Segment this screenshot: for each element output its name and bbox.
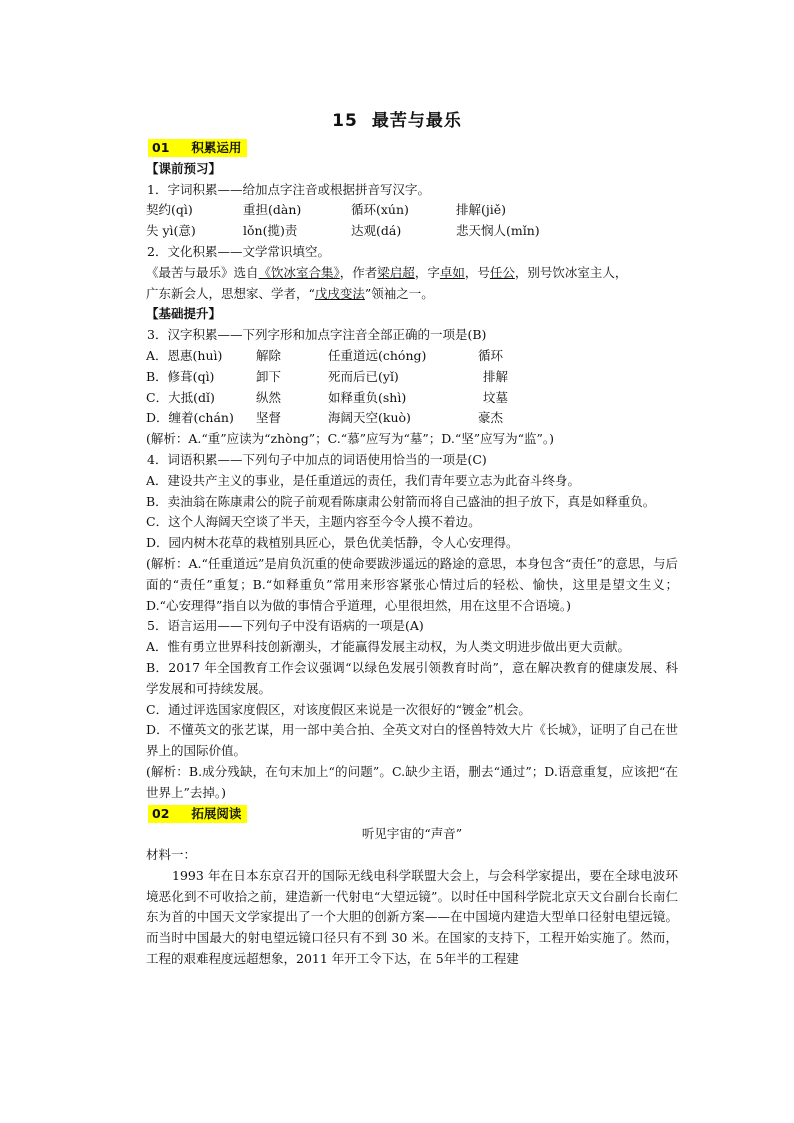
- page-title: [0, 106, 794, 131]
- reading-title: 听见宇宙的“声音”: [361, 826, 463, 842]
- q1-item: 排解(jiě): [456, 202, 507, 218]
- section-badge: 02 拓展阅读: [148, 805, 247, 823]
- q5-option-c: C．通过评选国家度假区，对该度假区来说是一次很好的“镀金”机会。: [146, 701, 531, 717]
- answer-blank: 任公: [489, 264, 515, 280]
- answer-blank: 戊戌变法: [314, 285, 365, 301]
- q3-explanation: (解析：A.“重”应读为“zhòng”；C.“慕”应写为“墓”；D.“坚”应写为“监”。): [146, 431, 555, 447]
- question-2: 2．文化积累——文学常识填空。: [147, 243, 330, 259]
- q1-item: 重担(dàn): [243, 202, 302, 218]
- q1-row-2: [146, 221, 678, 242]
- q4-option-c: C．这个人海阔天空谈了半天，主题内容至今令人摸不着边。: [146, 514, 481, 530]
- reading-paragraph: 1993 年在日本东京召开的国际无线电科学联盟大会上，与会科学家提出，要在全球电波环境恶化到不可收拾之前，建造新一代射电“大望远镜”。以时任中国科学院北京天文台副台长南仁东为首的中国天文学家提出了一个大胆的创新方案——在中国境内建造大型单口径射电望远镜。而当时中国最大的射电望远镜口径只有不到 30 米。在国家的支持下，工程开始实施了。然而，工程的艰难程度远超想象，2011 年开工令下达，在 5年半的工程建: [146, 867, 678, 967]
- q5-option-b: B．2017 年全国教育工作会议强调“以绿色发展引领教育时尚”，意在解决教育的健康发展、科学发展和可持续发展。: [146, 659, 678, 696]
- q4-option-d: D．园内树木花草的栽植别具匠心，景色优美恬静，令人心安理得。: [146, 535, 519, 551]
- q1-item: 循环(xún): [351, 202, 409, 218]
- q5-explanation: (解析：B.成分残缺，在句末加上“的问题”。C.缺少主语，删去“通过”；D.语意重复，应该把“在世界上”去掉。): [146, 763, 678, 800]
- section-header-2: [146, 804, 678, 825]
- q3-option-c: C．大抵(dǐ) 纵然 如释重负(shì) 坟墓: [146, 389, 509, 405]
- answer-blank: 《饮冰室合集》: [258, 264, 340, 280]
- subsection-preview: 【课前预习】: [146, 160, 222, 176]
- q1-item: lǒn(揽)责: [243, 223, 298, 239]
- q1-row-1: [146, 200, 678, 221]
- subsection-basic: 【基础提升】: [146, 306, 222, 322]
- q2-line-2: 广东新会人，思想家、学者，“戊戌变法”领袖之一。: [146, 285, 434, 301]
- q2-line-1: 《最苦与最乐》选自《饮冰室合集》，作者梁启超，字卓如，号任公，别号饮冰室主人，: [146, 264, 628, 280]
- title-text: 最苦与最乐: [371, 111, 462, 131]
- q5-option-a: A．惟有勇立世界科技创新潮头，才能赢得发展主动权，为人类文明进步做出更大贡献。: [146, 639, 631, 655]
- q3-option-a: A．恩惠(huì) 解除 任重道远(chóng) 循环: [146, 347, 504, 363]
- q1-item: 悲天悯人(mǐn): [456, 223, 540, 239]
- q1-item: 失 yì(意): [146, 223, 196, 239]
- question-5: 5．语言运用——下列句子中没有语病的一项是(A): [147, 618, 424, 634]
- answer-blank: 梁启超: [377, 264, 415, 280]
- section-badge: 01 积累运用: [148, 139, 247, 157]
- answer-blank: 卓如: [439, 264, 465, 280]
- reading-material-label: 材料一：: [146, 847, 197, 863]
- question-4: 4．词语积累——下列句子中加点的词语使用恰当的一项是(C): [147, 451, 487, 467]
- q1-item: 达观(dá): [351, 223, 402, 239]
- document-body: [146, 138, 678, 970]
- q3-option-b: B．修葺(qì) 卸下 死而后已(yǐ) 排解: [146, 368, 509, 384]
- q5-option-d: D．不懂英文的张艺谋，用一部中美合拍、全英文对白的怪兽特效大片《长城》，证明了自己在世界上的国际价值。: [146, 722, 678, 759]
- title-number: 15: [332, 111, 358, 131]
- question-3: 3．汉字积累——下列字形和加点字注音全部正确的一项是(B): [147, 327, 487, 343]
- q4-option-a: A．建设共产主义的事业，是任重道远的责任，我们青年要立志为此奋斗终身。: [146, 472, 581, 488]
- q3-option-d: D．缠着(chán) 坚督 海阔天空(kuò) 豪杰: [146, 410, 504, 426]
- question-1: 1．字词积累——给加点字注音或根据拼音写汉字。: [147, 181, 430, 197]
- q1-item: 契约(qì): [146, 202, 193, 218]
- q4-option-b: B．卖油翁在陈康肃公的院子前观看陈康肃公射箭而将自己盛油的担子放下，真是如释重负。: [146, 493, 656, 509]
- section-header-1: [146, 138, 678, 159]
- q4-explanation: (解析：A.“任重道远”是肩负沉重的使命要跋涉遥远的路途的意思，本身包含“责任”的意思，与后面的“责任”重复；B.“如释重负”常用来形容紧张心情过后的轻松、愉快，这里是望文生义；D.“心安理得”指自以为做的事情合乎道理，心里很坦然，用在这里不合语境。): [146, 555, 678, 613]
